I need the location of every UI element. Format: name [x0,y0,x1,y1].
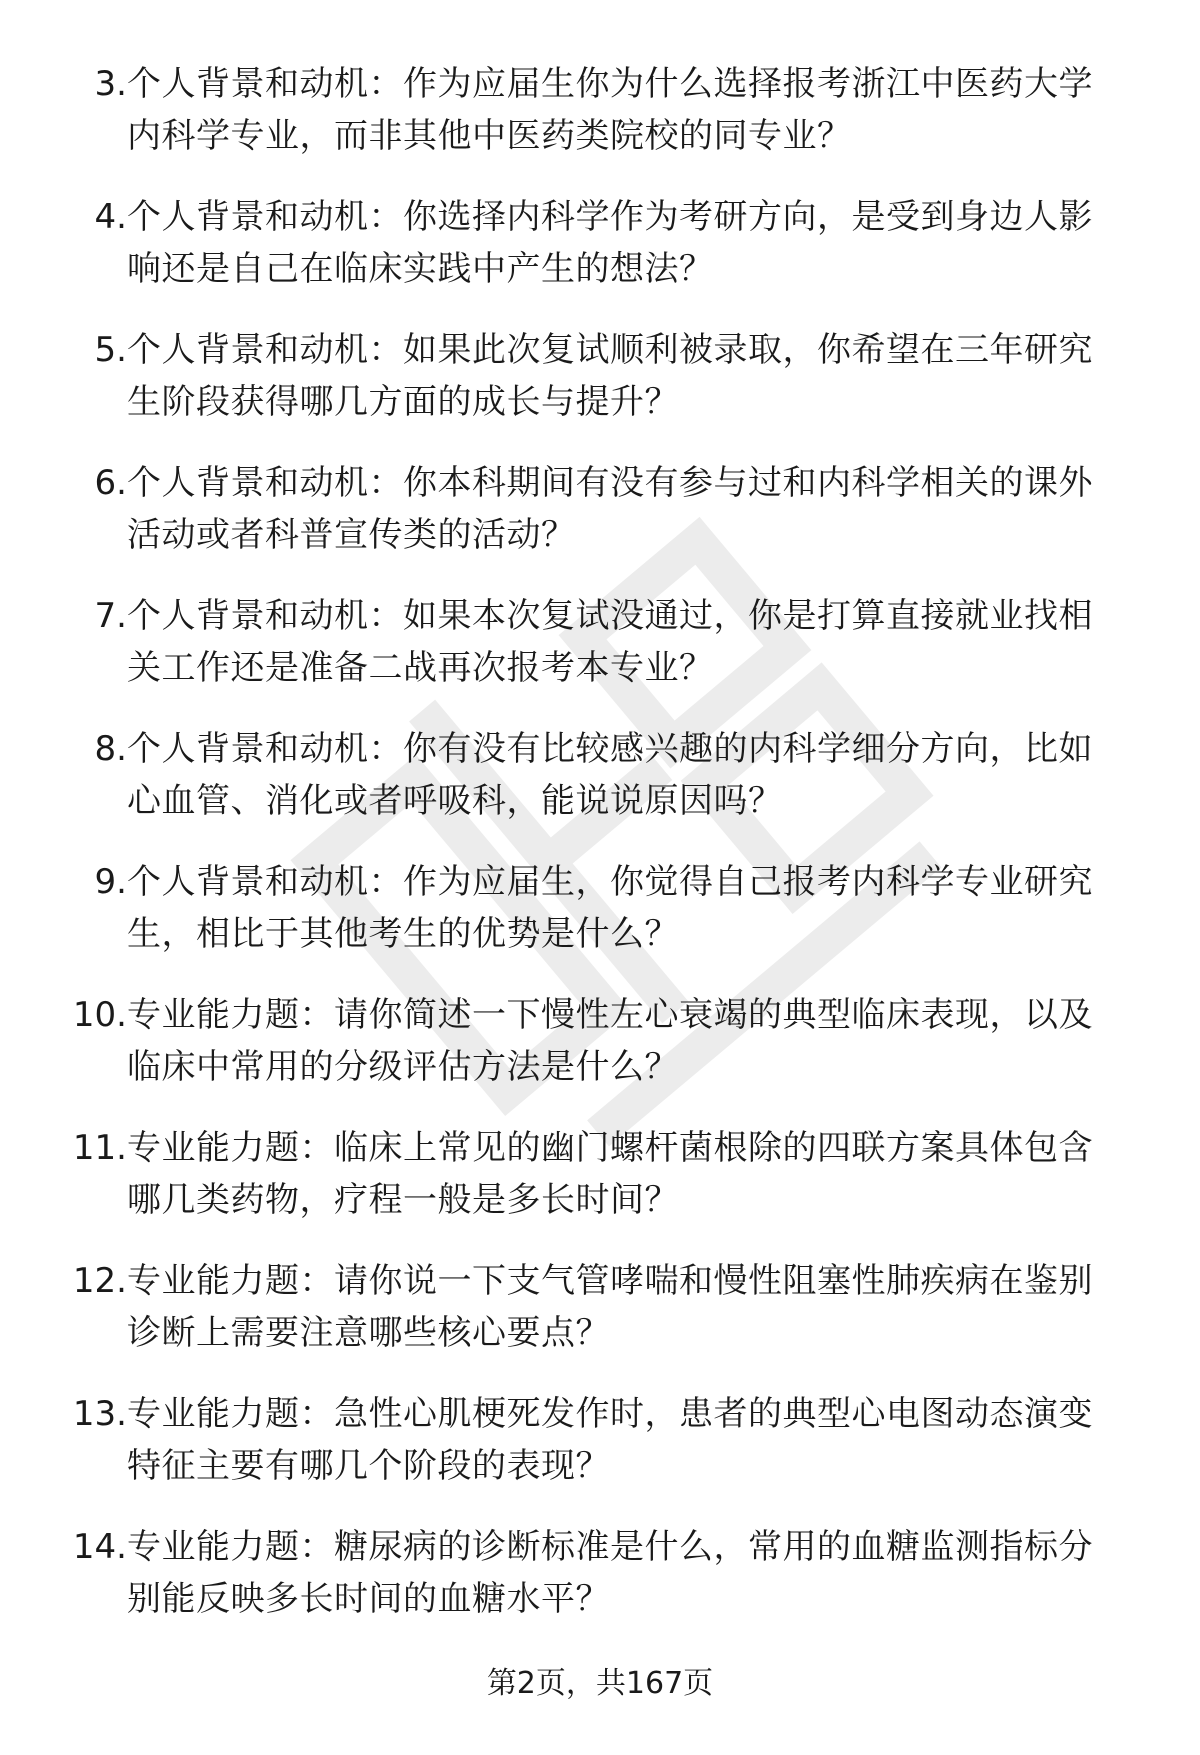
question-number: 12. [72,1261,127,1301]
question-line: 个人背景和动机：作为应届生，你觉得自己报考内科学专业研究 [127,862,1093,902]
question-line: 个人背景和动机：你本科期间有没有参与过和内科学相关的课外 [127,463,1093,503]
question-line: 专业能力题：急性心肌梗死发作时，患者的典型心电图动态演变 [127,1394,1093,1434]
question-text [127,58,1137,162]
question-line: 关工作还是准备二战再次报考本专业？ [127,648,714,688]
list-item [0,723,1200,856]
question-number: 14. [72,1527,127,1567]
list-item [0,1122,1200,1255]
question-text [127,1521,1137,1625]
question-line: 个人背景和动机：如果本次复试没通过，你是打算直接就业找相 [127,596,1093,636]
page-footer: 第2页，共167页 [486,1666,714,1701]
list-item [0,1388,1200,1521]
question-text [127,1122,1137,1226]
list-item [0,324,1200,457]
list-item [0,989,1200,1122]
question-line: 心血管、消化或者呼吸科，能说说原因吗？ [127,781,783,821]
question-text [127,191,1137,295]
list-item [0,191,1200,324]
question-number: 3. [94,64,127,104]
question-number: 6. [94,463,127,503]
question-text [127,457,1137,561]
list-item [0,590,1200,723]
question-text [127,989,1137,1093]
question-line: 生，相比于其他考生的优势是什么？ [127,914,679,954]
question-text [127,856,1137,960]
question-number: 7. [94,596,127,636]
question-number: 5. [94,330,127,370]
question-line: 个人背景和动机：如果此次复试顺利被录取，你希望在三年研究 [127,330,1093,370]
question-line: 专业能力题：请你说一下支气管哮喘和慢性阻塞性肺疾病在鉴别 [127,1261,1093,1301]
list-item [0,1521,1200,1654]
question-line: 专业能力题：糖尿病的诊断标准是什么，常用的血糖监测指标分 [127,1527,1093,1567]
question-number: 8. [94,729,127,769]
question-number: 9. [94,862,127,902]
list-item [0,58,1200,191]
question-line: 诊断上需要注意哪些核心要点？ [127,1313,610,1353]
list-item [0,1255,1200,1388]
question-line: 响还是自己在临床实践中产生的想法？ [127,249,714,289]
question-number: 11. [72,1128,127,1168]
question-line: 活动或者科普宣传类的活动？ [127,515,576,555]
list-item [0,457,1200,590]
question-text [127,590,1137,694]
question-line: 特征主要有哪几个阶段的表现？ [127,1446,610,1486]
question-number: 4. [94,197,127,237]
question-line: 个人背景和动机：你选择内科学作为考研方向，是受到身边人影 [127,197,1093,237]
question-text [127,1388,1137,1492]
list-item [0,856,1200,989]
question-line: 别能反映多长时间的血糖水平？ [127,1579,610,1619]
question-line: 内科学专业，而非其他中医药类院校的同专业？ [127,116,852,156]
question-text [127,324,1137,428]
question-line: 个人背景和动机：你有没有比较感兴趣的内科学细分方向，比如 [127,729,1093,769]
question-line: 专业能力题：请你简述一下慢性左心衰竭的典型临床表现，以及 [127,995,1093,1035]
question-line: 个人背景和动机：作为应届生你为什么选择报考浙江中医药大学 [127,64,1093,104]
question-line: 哪几类药物，疗程一般是多长时间？ [127,1180,679,1220]
question-line: 临床中常用的分级评估方法是什么？ [127,1047,679,1087]
question-line: 专业能力题：临床上常见的幽门螺杆菌根除的四联方案具体包含 [127,1128,1093,1168]
question-text [127,723,1137,827]
question-text [127,1255,1137,1359]
question-number: 10. [72,995,127,1035]
question-line: 生阶段获得哪几方面的成长与提升？ [127,382,679,422]
question-list [0,58,1200,1654]
question-number: 13. [72,1394,127,1434]
